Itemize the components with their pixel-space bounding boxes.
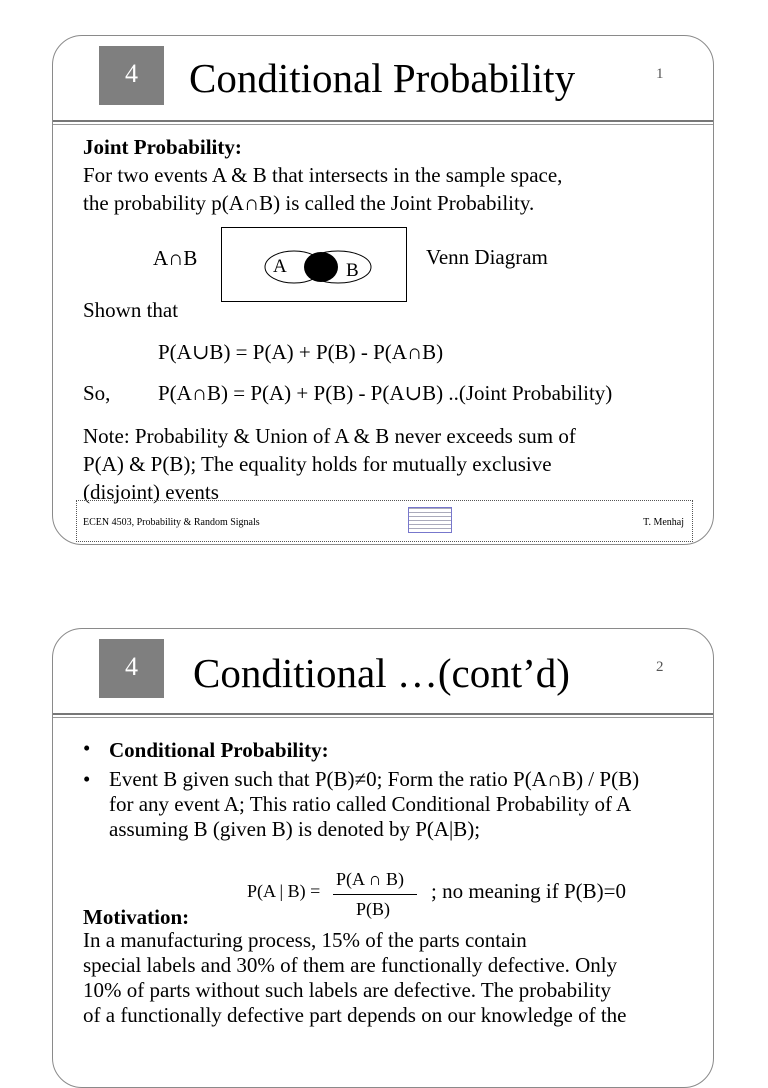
bullet-definition-line-1: Event B given such that P(B)≠0; Form the ratio P(A∩B) / P(B) [109, 767, 640, 791]
formula-lhs: P(A | B) = [247, 881, 321, 901]
note-line-1: Note: Probability & Union of A & B never exceeds sum of [83, 424, 576, 448]
intersection-label: A∩B [153, 246, 198, 270]
union-formula: P(A∪B) = P(A) + P(B) - P(A∩B) [158, 340, 444, 364]
title-divider [53, 713, 713, 715]
bullet-definition-line-3: assuming B (given B) is denoted by P(A|B); [109, 817, 481, 841]
bullet-dot: • [83, 767, 91, 791]
intersection-region [304, 252, 338, 282]
intro-line-1: For two events A & B that intersects in the sample space, [83, 163, 563, 187]
paragraph-line-3: 10% of parts without such labels are defective. The probability [83, 978, 611, 1002]
motivation-heading: Motivation: [83, 905, 190, 929]
section-number-badge: 4 [99, 46, 164, 105]
formula-denominator: P(B) [356, 899, 391, 919]
slide-2 [52, 628, 714, 1088]
bullet-definition-line-2: for any event A; This ratio called Conditional Probability of A [109, 792, 632, 816]
section-number-badge: 4 [99, 639, 164, 698]
joint-probability-heading: Joint Probability: [83, 135, 242, 159]
page-number: 1 [656, 66, 664, 82]
note-line-2: P(A) & P(B); The equality holds for mutually exclusive [83, 452, 552, 476]
slide-title: Conditional Probability [189, 55, 576, 101]
joint-probability-formula: P(A∩B) = P(A) + P(B) - P(A∪B) ..(Joint Probability) [158, 381, 613, 405]
venn-label-a: A [273, 256, 287, 277]
title-divider-thin [53, 717, 713, 718]
bullet-dot: • [83, 736, 91, 760]
paragraph-line-4: of a functionally defective part depends on our knowledge of the [83, 1003, 627, 1027]
footer-author: T. Menhaj [643, 517, 684, 528]
university-logo-icon [408, 507, 452, 533]
bullet-conditional-probability: Conditional Probability: [109, 738, 329, 762]
slide-footer [76, 500, 693, 542]
paragraph-line-1: In a manufacturing process, 15% of the parts contain [83, 928, 527, 952]
slide-title: Conditional …(cont’d) [193, 650, 570, 696]
so-label: So, [83, 381, 111, 405]
venn-label-b: B [346, 260, 359, 281]
paragraph-line-2: special labels and 30% of them are functionally defective. Only [83, 953, 618, 977]
title-divider-thin [53, 124, 713, 125]
venn-diagram-graphic [222, 228, 406, 301]
page-number: 2 [656, 659, 664, 675]
slide-1 [52, 35, 714, 545]
formula-note: ; no meaning if P(B)=0 [431, 879, 626, 903]
shown-that-label: Shown that [83, 298, 179, 322]
venn-diagram [221, 227, 407, 302]
intro-line-2: the probability p(A∩B) is called the Joint Probability. [83, 191, 535, 215]
venn-caption: Venn Diagram [426, 245, 548, 269]
footer-course: ECEN 4503, Probability & Random Signals [83, 517, 260, 528]
formula-numerator: P(A ∩ B) [336, 869, 405, 889]
note-line-3: (disjoint) events [83, 480, 219, 504]
title-divider [53, 120, 713, 122]
